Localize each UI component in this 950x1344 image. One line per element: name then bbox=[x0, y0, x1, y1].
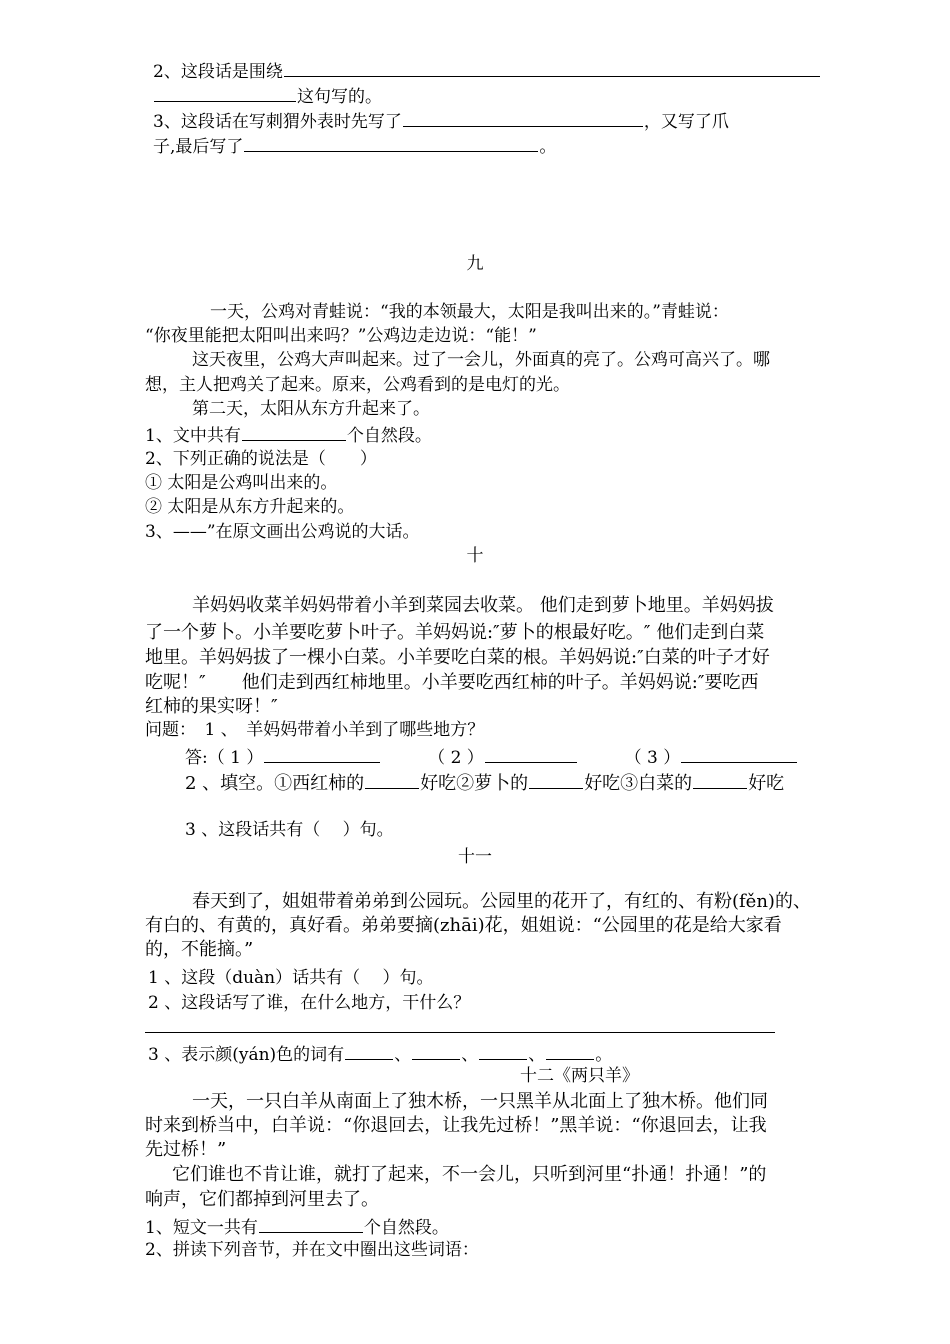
answer-blank[interactable] bbox=[345, 1041, 393, 1060]
s12-para2-line1: 它们谁也不肯让谁，就打了起来，不一会儿，只听到河里“扑通！扑通！”的 bbox=[172, 1164, 767, 1185]
separator: 、 bbox=[461, 1045, 479, 1065]
s8-q3-mid: ，又写了爪 bbox=[643, 112, 729, 132]
answer-blank[interactable] bbox=[365, 770, 419, 789]
s10-q2-text3: 好吃③白菜的 bbox=[584, 773, 693, 794]
s9-para1-line1: 一天，公鸡对青蛙说：“我的本领最大，太阳是我叫出来的。”青蛙说： bbox=[210, 302, 729, 322]
s10-para-line5: 红柿的果实呀！″ bbox=[145, 696, 278, 717]
s10-ans-label-2: （ 2 ） bbox=[428, 748, 484, 768]
s12-question-2: 2、拼读下列音节，并在文中圈出这些词语： bbox=[145, 1240, 479, 1260]
s9-para2-line2: 想，主人把鸡关了起来。原来，公鸡看到的是电灯的光。 bbox=[145, 375, 570, 395]
s8-question-2-line1 bbox=[153, 58, 821, 82]
separator: 、 bbox=[394, 1045, 412, 1065]
s11-question-2: 2 、这段话写了谁，在什么地方，干什么？ bbox=[148, 993, 471, 1013]
answer-blank[interactable] bbox=[403, 108, 643, 127]
answer-blank[interactable] bbox=[412, 1041, 460, 1060]
s12-para1-line2: 时来到桥当中，白羊说：“你退回去，让我先过桥！”黑羊说：“你退回去，让我 bbox=[145, 1115, 767, 1136]
s10-question-1: 问题： 1 、 羊妈妈带着小羊到了哪些地方？ bbox=[145, 720, 485, 740]
s10-q2-text: 2 、填空。①西红柿的 bbox=[185, 773, 365, 794]
answer-blank[interactable] bbox=[681, 744, 797, 763]
s10-para-line3: 地里。羊妈妈拔了一棵小白菜。小羊要吃白菜的根。羊妈妈说:″白菜的叶子才好 bbox=[145, 647, 770, 668]
s11-para-line1: 春天到了，姐姐带着弟弟到公园玩。公园里的花开了，有红的、有粉(fěn)的、 bbox=[192, 891, 811, 912]
s10-q2-end: 好吃 bbox=[748, 773, 785, 794]
s9-question-2: 2、下列正确的说法是（ ） bbox=[145, 449, 377, 469]
s9-option-2: ② 太阳是从东方升起来的。 bbox=[145, 497, 355, 517]
s10-ans-label-1: 答:（ 1 ） bbox=[185, 748, 264, 768]
s8-question-2-line2 bbox=[153, 83, 382, 107]
s12-q1-end: 个自然段。 bbox=[363, 1218, 449, 1238]
s9-para3: 第二天，太阳从东方升起来了。 bbox=[192, 399, 430, 419]
section-10-heading: 十 bbox=[466, 546, 484, 566]
answer-blank[interactable] bbox=[693, 770, 747, 789]
section-12-heading: 十二《两只羊》 bbox=[520, 1066, 639, 1086]
s10-answer-row bbox=[185, 744, 798, 768]
s10-question-2 bbox=[185, 770, 784, 794]
separator: 、 bbox=[528, 1045, 546, 1065]
s12-q1-text: 1、短文一共有 bbox=[145, 1218, 258, 1238]
s8-q3-text2: 子,最后写了 bbox=[153, 137, 244, 157]
answer-blank[interactable] bbox=[264, 744, 380, 763]
s11-para-line2: 有白的、有黄的，真好看。弟弟要摘(zhāi)花，姐姐说：“公园里的花是给大家看 bbox=[145, 915, 782, 936]
s8-q2-text: 2、这段话是围绕 bbox=[153, 62, 283, 82]
answer-blank[interactable] bbox=[284, 58, 820, 77]
s9-question-3: 3、——”在原文画出公鸡说的大话。 bbox=[145, 522, 420, 542]
s10-question-3: 3 、这段话共有（ ）句。 bbox=[185, 820, 394, 840]
section-9-heading: 九 bbox=[466, 254, 484, 274]
s10-ans-label-3: （ 3 ） bbox=[624, 748, 681, 768]
s12-para2-line2: 响声，它们都掉到河里去了。 bbox=[145, 1189, 379, 1210]
answer-blank[interactable] bbox=[242, 422, 346, 441]
section-11-heading: 十一 bbox=[458, 847, 492, 867]
s9-option-1: ① 太阳是公鸡叫出来的。 bbox=[145, 473, 338, 493]
s8-q2-end: 这句写的。 bbox=[297, 87, 382, 107]
s12-question-1 bbox=[145, 1214, 449, 1238]
s11-q3-text: 3 、表示颜(yán)色的词有 bbox=[148, 1045, 345, 1065]
answer-blank[interactable] bbox=[546, 1041, 594, 1060]
answer-blank[interactable] bbox=[479, 1041, 527, 1060]
end-mark: 。 bbox=[595, 1045, 613, 1065]
answer-blank[interactable] bbox=[259, 1214, 363, 1233]
s8-q3-text: 3、这段话在写刺猬外表时先写了 bbox=[153, 112, 402, 132]
answer-blank[interactable] bbox=[154, 83, 296, 102]
s8-question-3-line2 bbox=[153, 133, 556, 157]
s10-para-line4: 吃呢！″ 他们走到西红柿地里。小羊要吃西红柿的叶子。羊妈妈说:″要吃西 bbox=[145, 672, 759, 693]
s9-q1-end: 个自然段。 bbox=[346, 426, 432, 446]
s11-answer-line[interactable] bbox=[145, 1032, 775, 1033]
s9-q1-text: 1、文中共有 bbox=[145, 426, 241, 446]
answer-blank[interactable] bbox=[529, 770, 583, 789]
s11-question-3 bbox=[148, 1041, 612, 1065]
s8-question-3-line1 bbox=[153, 108, 729, 132]
s12-para1-line3: 先过桥！” bbox=[145, 1139, 227, 1160]
s9-para2-line1: 这天夜里，公鸡大声叫起来。过了一会儿，外面真的亮了。公鸡可高兴了。哪 bbox=[192, 350, 770, 370]
answer-blank[interactable] bbox=[244, 133, 538, 152]
s10-para-line1: 羊妈妈收菜羊妈妈带着小羊到菜园去收菜。 他们走到萝卜地里。羊妈妈拔 bbox=[192, 595, 774, 616]
s10-q2-text2: 好吃②萝卜的 bbox=[420, 773, 529, 794]
s11-question-1: 1 、这段（duàn）话共有（ ）句。 bbox=[148, 968, 434, 988]
s12-para1-line1: 一天，一只白羊从南面上了独木桥，一只黑羊从北面上了独木桥。他们同 bbox=[192, 1091, 768, 1112]
s10-para-line2: 了一个萝卜。小羊要吃萝卜叶子。羊妈妈说:″萝卜的根最好吃。″ 他们走到白菜 bbox=[145, 622, 765, 643]
s9-question-1 bbox=[145, 422, 432, 446]
answer-blank[interactable] bbox=[485, 744, 577, 763]
s11-para-line3: 的，不能摘。” bbox=[145, 939, 254, 960]
s8-q3-end: 。 bbox=[539, 137, 557, 157]
s9-para1-line2: “你夜里能把太阳叫出来吗？”公鸡边走边说：“能！” bbox=[145, 326, 537, 346]
